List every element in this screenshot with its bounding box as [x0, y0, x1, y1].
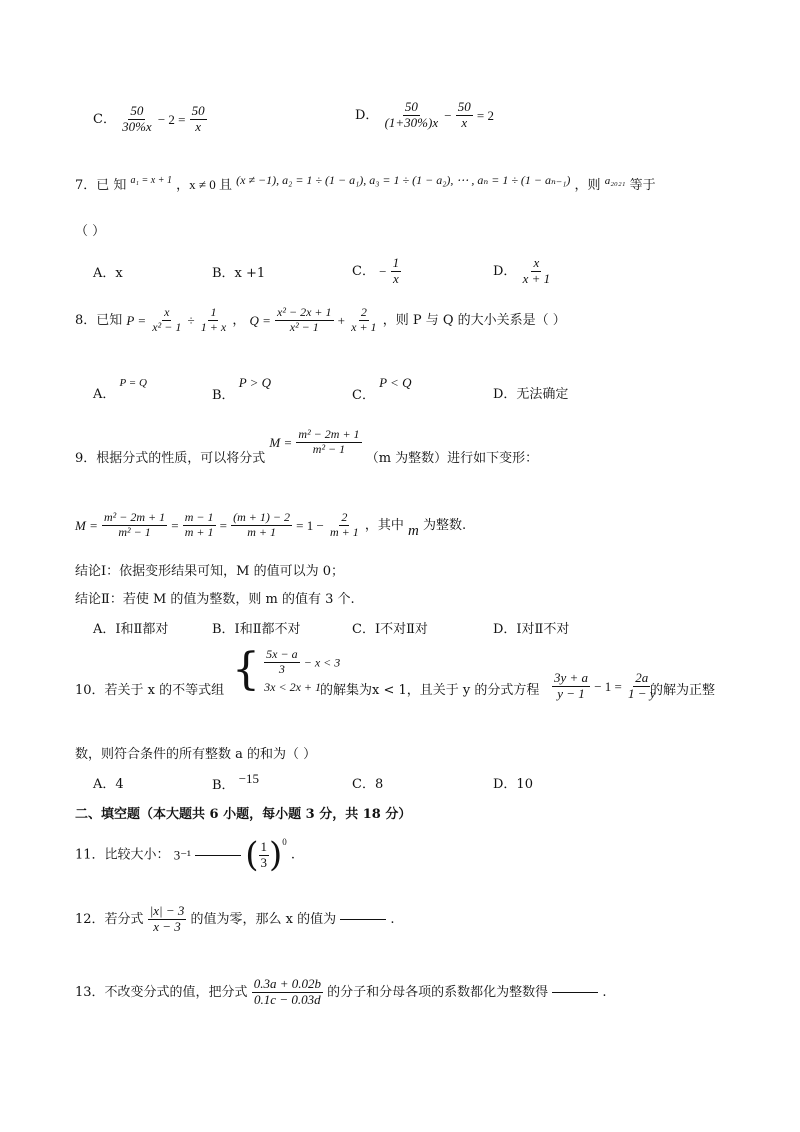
- section-2-heading: 二、填空题（本大题共 6 小题，每小题 3 分，共 18 分）: [75, 807, 412, 822]
- q11-answer-blank[interactable]: [195, 855, 241, 856]
- q10-option-a: A．4: [93, 777, 124, 792]
- q10-eq-fraction-1: $\frac{3y + a}{y - 1}$: [554, 670, 589, 701]
- q9-intro2: （m 为整数）进行如下变形：: [365, 450, 539, 466]
- q9-fraction-2: $\frac{m - 1}{m + 1}$: [184, 510, 214, 539]
- q8-c-label: C．: [352, 388, 375, 403]
- q10-ineq-2: 3x < 2x + 1: [264, 679, 321, 694]
- q7-c-sign: −: [379, 263, 387, 279]
- q11-lhs: 3⁻¹: [173, 847, 191, 863]
- q8-q-plus: +: [337, 312, 345, 328]
- q7-stem: [75, 173, 656, 193]
- q9-conclusion-2: 结论Ⅱ：若使 M 的值为整数，则 m 的值有 3 个.: [75, 592, 355, 607]
- q7-target: a₂₀₂₁: [604, 175, 626, 187]
- q8-option-b: [212, 375, 272, 403]
- q13-text: 13．不改变分式的值，把分式: [75, 984, 248, 1000]
- q10-eq-fraction-2: $\frac{2a}{1 - y}$: [628, 670, 656, 701]
- q11-exponent: 0: [282, 836, 287, 847]
- q12-answer-blank[interactable]: [340, 919, 386, 920]
- q10-ineq-1-rest: − x < 3: [303, 655, 341, 670]
- q8-p-fraction-2: $\frac{1}{1 + x}$: [200, 305, 227, 334]
- q9-eq3: = 1 −: [296, 517, 324, 533]
- q8-p-lhs: P =: [126, 312, 147, 328]
- q8-comma: ，: [232, 312, 246, 328]
- q12-text: 12．若分式: [75, 911, 144, 927]
- q6-d-fraction-1: $\frac{50}{(1+30\%)x}$: [384, 99, 439, 130]
- q13-answer-blank[interactable]: [552, 992, 598, 993]
- q8-option-d: D．无法确定: [493, 387, 569, 402]
- q6-d-label: D．: [355, 107, 379, 123]
- q7-sequence: (x ≠ −1), a₂ = 1 ÷ (1 − a₁), a₃ = 1 ÷ (1 − a₂), ⋯ , aₙ = 1 ÷ (1 − aₙ₋₁): [236, 173, 571, 187]
- q8-q-fraction-1: $\frac{\text{x² − 2x + 1}}{\text{x² − 1}}$: [277, 305, 332, 334]
- q11-end: .: [290, 847, 296, 863]
- q9-stem: [75, 427, 539, 466]
- q7-then: ，则: [574, 178, 601, 193]
- q13-end: .: [602, 984, 607, 1000]
- q6-d-equals: = 2: [476, 107, 494, 123]
- q10-tail: 的解为正整: [650, 683, 716, 698]
- q12-end: .: [390, 911, 395, 927]
- q8-q-lhs: Q =: [249, 312, 271, 328]
- q8-c-expr: P < Q: [379, 375, 412, 390]
- q6-d-fraction-2: $\frac{50}{x}$: [457, 99, 471, 130]
- q7-option-c: [352, 256, 401, 287]
- q10-option-d: D．10: [493, 777, 533, 792]
- q12-rest: 的值为零，那么 x 的值为: [190, 911, 337, 927]
- q6-c-label: C．: [93, 111, 116, 127]
- q7-paren: （ ）: [75, 224, 106, 239]
- q7-d-label: D．: [493, 263, 517, 279]
- q6-option-d: [355, 100, 494, 131]
- q8-a-label: A．: [93, 387, 116, 402]
- q8-stem: [75, 306, 566, 335]
- q6-c-minus: − 2 =: [157, 111, 186, 127]
- q13: [75, 977, 607, 1008]
- q10-option-c: C．8: [352, 777, 384, 792]
- q8-p-fraction-1: $\frac{x}{\text{x² − 1}}$: [152, 305, 182, 334]
- q6-c-fraction-2: $\frac{50}{x}$: [191, 103, 205, 134]
- q7-a1-def: a₁ = x + 1: [130, 175, 172, 186]
- q12: [75, 904, 395, 935]
- q7-option-b: B．x +1: [212, 266, 266, 281]
- q9-eq1: =: [171, 517, 179, 533]
- q9-fraction-3: $\frac{(m + 1) - 2}{m + 1}$: [233, 510, 290, 539]
- q6-d-minus: −: [444, 107, 452, 123]
- q10-mid: 的解集为x < 1，且关于 y 的分式方程: [320, 683, 540, 698]
- q8-p-div: ÷: [187, 312, 195, 328]
- q10-eq-mid: − 1 =: [594, 678, 622, 694]
- q13-rest: 的分子和分母各项的系数都化为整数得: [327, 984, 549, 1000]
- q7-d-fraction: $\frac{x}{x + 1}$: [522, 255, 551, 286]
- q7-c-label: C．: [352, 263, 375, 279]
- q9-intro: 9．根据分式的性质，可以将分式: [75, 450, 266, 466]
- q6-c-fraction-1: $\frac{50}{30\%x}$: [122, 103, 152, 134]
- q10-equation: [552, 671, 658, 702]
- q9-m-lhs: M =: [269, 434, 293, 450]
- q9-tail: ，其中: [364, 517, 404, 533]
- q10-b-value: −15: [238, 771, 260, 786]
- q8-b-expr: P > Q: [238, 375, 272, 390]
- q8-q-fraction-2: $\frac{2}{x + 1}$: [351, 305, 377, 334]
- q7-c-fraction: $\frac{1}{x}$: [392, 255, 400, 286]
- q9-fraction-4: $\frac{2}{m + 1}$: [329, 510, 359, 539]
- q11-right-paren: ): [269, 835, 283, 875]
- q11-left-paren: (: [245, 835, 259, 875]
- q8-b-label: B．: [212, 388, 235, 403]
- q9-derivation: [75, 511, 466, 540]
- q9-option-a: A．Ⅰ和Ⅱ都对: [93, 622, 169, 637]
- q7-option-d: [493, 256, 552, 287]
- q10-brace: {: [232, 644, 260, 696]
- q7-cond: ，x ≠ 0 且: [176, 177, 232, 192]
- q7-number: 7．已 知: [75, 178, 127, 193]
- q9-eq2: =: [219, 517, 227, 533]
- q7-ask: 等于: [629, 178, 656, 193]
- q10-line2: 数，则符合条件的所有整数 a 的和为（ ）: [75, 747, 317, 762]
- q10-ineq-1: [264, 648, 340, 677]
- q9-m-fraction: $\frac{\text{m² − 2m + 1}}{\text{m² − 1}}$: [298, 427, 360, 456]
- q7-option-a: A．x: [93, 266, 123, 281]
- q8-option-a: [93, 376, 147, 402]
- q9-tail2: 为整数.: [423, 517, 467, 533]
- q6-option-c: [93, 104, 207, 135]
- q13-fraction: $\frac{0.3a + 0.02b}{0.1c - 0.03d}$: [253, 976, 321, 1007]
- q9-tail-m: m: [408, 522, 419, 539]
- q10-b-label: B．: [212, 778, 235, 793]
- q12-fraction: $\frac{|x| - 3}{x - 3}$: [149, 903, 185, 934]
- q9-option-c: C．Ⅰ不对Ⅱ对: [352, 622, 428, 637]
- q9-option-d: D．Ⅰ对Ⅱ不对: [493, 622, 570, 637]
- q11: [75, 835, 296, 875]
- q10-intro: 10．若关于 x 的不等式组: [75, 683, 225, 698]
- q9-fraction-1: $\frac{\text{m² − 2m + 1}}{\text{m² − 1}}$: [104, 510, 166, 539]
- q9-eq-lhs: M =: [75, 517, 98, 533]
- q10-option-b: [212, 771, 260, 793]
- q9-option-b: B．Ⅰ和Ⅱ都不对: [212, 622, 301, 637]
- q8-option-c: [352, 375, 412, 403]
- q8-a-expr: P = Q: [119, 377, 147, 389]
- q8-ask: ，则 P 与 Q 的大小关系是（ ）: [382, 312, 566, 328]
- q8-number: 8．已知: [75, 312, 123, 328]
- q11-text: 11．比较大小：: [75, 847, 170, 863]
- q9-conclusion-1: 结论Ⅰ：依据变形结果可知，M 的值可以为 0；: [75, 564, 344, 579]
- q11-fraction: $\frac{1}{3}$: [260, 838, 267, 870]
- q10-ineq-1-fraction: $\frac{5x - a}{3}$: [266, 647, 298, 676]
